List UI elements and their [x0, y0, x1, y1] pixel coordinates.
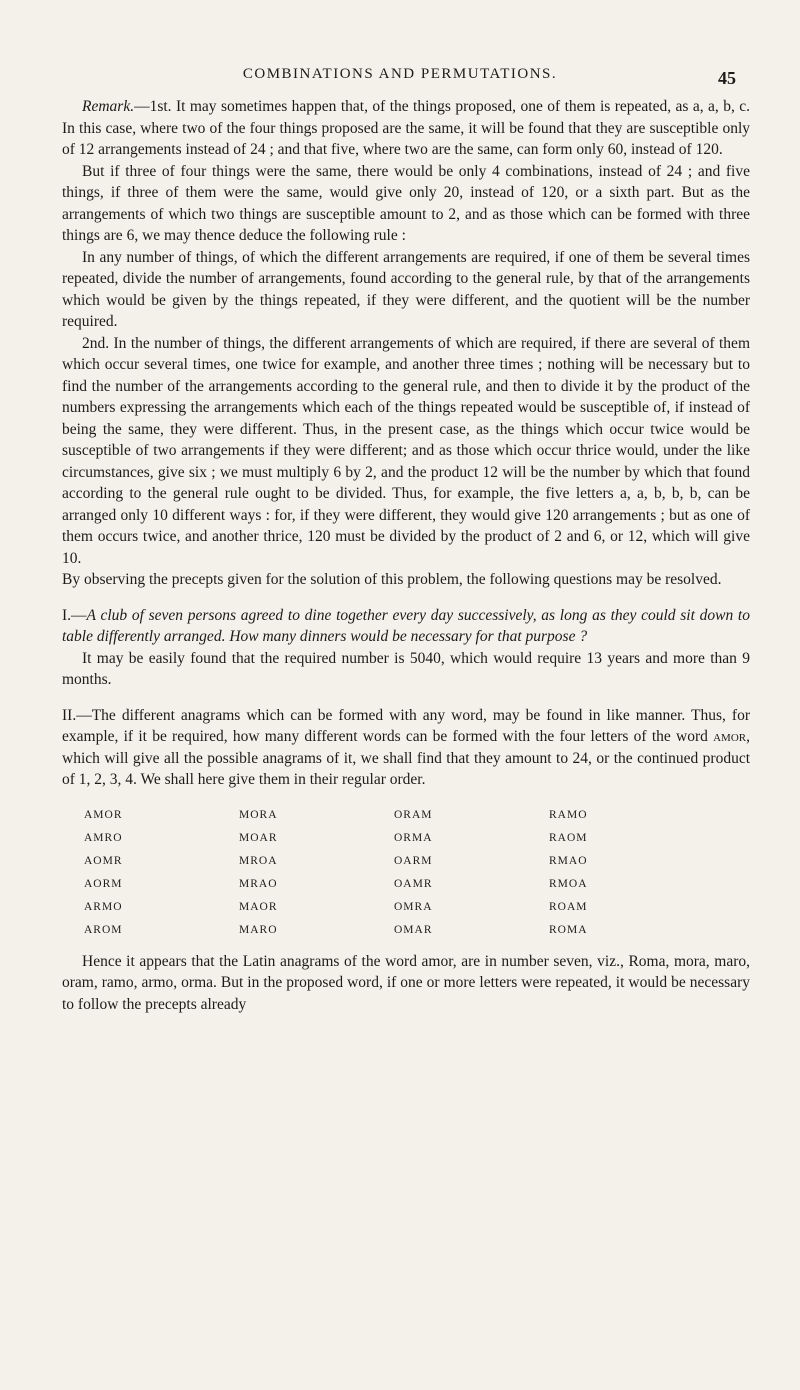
remark-paragraph: [62, 96, 750, 161]
anagram-cell: RMOA: [549, 878, 588, 891]
question-1: [62, 605, 750, 648]
anagram-cell: MOAR: [239, 832, 278, 845]
anagram-cell: AMOR: [84, 809, 123, 822]
question-2-label: II.—: [62, 706, 92, 724]
remark-label: Remark.: [82, 98, 135, 115]
anagram-cell: ARMO: [84, 901, 123, 914]
question-2: [62, 705, 750, 791]
paragraph-but-if: But if three of four things were the same, there would be only 4 combinations, instead of 24 ; and five things, if three of them were the same, would give only 20, instead of 120, or a sixth part. But as the arrangements of which two things are susceptible amount to 2, and as those which can be formed with three things are 6, we may thence deduce the following rule :: [62, 162, 750, 244]
page-body: [62, 96, 750, 1015]
question-1-label: I.—: [62, 606, 87, 624]
paragraph-observing: By observing the precepts given for the solution of this problem, the following questions may be resolved.: [62, 571, 722, 588]
anagram-cell: ROAM: [549, 901, 588, 914]
question-1-answer: It may be easily found that the required number is 5040, which would require 13 years and more than 9 months.: [62, 649, 750, 688]
anagram-cell: OMAR: [394, 924, 433, 937]
running-head-title: COMBINATIONS AND PERMUTATIONS.: [242, 66, 558, 82]
anagram-cell: OARM: [394, 855, 433, 868]
table-row: [84, 920, 704, 943]
table-row: [84, 897, 704, 920]
anagram-cell: AORM: [84, 878, 123, 891]
paragraph-second-remark: 2nd. In the number of things, the different arrangements of which are required, if there are several of them which occur several times, one twice for example, and another three times ; nothing will be necessary but to find the number of the arrangements according to the general rule, and then to divide it by the product of the numbers expressing the arrangements which each of the things repeated would be susceptible of, if instead of being the same, they were different. Thus, in the present case, as the things which occur twice would be susceptible of two arrangements if they were different; and as those which occur thrice would, under the like circumstances, give six ; we must multiply 6 by 2, and the product 12 will be the number by which that found according to the general rule ought to be divided. Thus, for example, the five letters a, a, b, b, b, can be arranged only 10 different ways : for, if they were different, they would give 120 arrangements ; but as one of them occurs twice, and another thrice, 120 must be divided by the product of 2 and 6, or 12, which will give 10.: [62, 334, 750, 567]
anagram-cell: AROM: [84, 924, 123, 937]
anagram-table: [84, 805, 704, 943]
anagram-cell: RAMO: [549, 809, 588, 822]
table-row: [84, 851, 704, 874]
anagram-cell: ROMA: [549, 924, 588, 937]
remark-text: —1st. It may sometimes happen that, of the things proposed, one of them is repeated, as a, a, b, c. In this case, where two of the four things proposed are the same, it will be found that they are susceptible only of 12 arrangements instead of 24 ; and that five, where two are the same, can form only 60, instead of 120.: [62, 98, 750, 158]
table-row: [84, 874, 704, 897]
anagram-cell: ORMA: [394, 832, 433, 845]
table-row: [84, 805, 704, 828]
table-row: [84, 828, 704, 851]
anagram-cell: RMAO: [549, 855, 588, 868]
question-2-text-before: The different anagrams which can be formed with any word, may be found in like manner. Thus, for example, if it be required, how many different words can be formed with the four letters of the word: [62, 706, 750, 745]
running-head: [0, 66, 800, 88]
anagram-cell: MORA: [239, 809, 278, 822]
paragraph-rule: In any number of things, of which the different arrangements are required, if one of them be several times repeated, divide the number of arrangements, found according to the general rule, by that of the arrangements which would be given by the things repeated, if they were different, and the quotient will be the number required.: [62, 248, 750, 330]
anagram-cell: AMRO: [84, 832, 123, 845]
question-2-text-after: , which will give all the possible anagrams of it, we shall find that they amount to 24, or the continued product of 1, 2, 3, 4. We shall here give them in their regular order.: [62, 728, 750, 788]
page-number: 45: [718, 68, 736, 88]
paragraph-hence: Hence it appears that the Latin anagrams of the word amor, are in number seven, viz., Roma, mora, maro, oram, ramo, armo, orma. But in the proposed word, if one or more letters were repeated, it would be necessary to follow the precepts already: [62, 952, 750, 1013]
anagram-cell: MROA: [239, 855, 278, 868]
anagram-cell: OMRA: [394, 901, 433, 914]
anagram-cell: MAOR: [239, 901, 278, 914]
question-1-text: A club of seven persons agreed to dine together every day successively, as long as they could sit down to table differently arranged. How many dinners would be necessary for that purpose ?: [62, 606, 750, 645]
anagram-cell: MARO: [239, 924, 278, 937]
anagram-cell: MRAO: [239, 878, 278, 891]
question-2-word: amor: [713, 728, 747, 745]
anagram-cell: OAMR: [394, 878, 433, 891]
anagram-cell: AOMR: [84, 855, 123, 868]
anagram-cell: RAOM: [549, 832, 588, 845]
anagram-cell: ORAM: [394, 809, 433, 822]
